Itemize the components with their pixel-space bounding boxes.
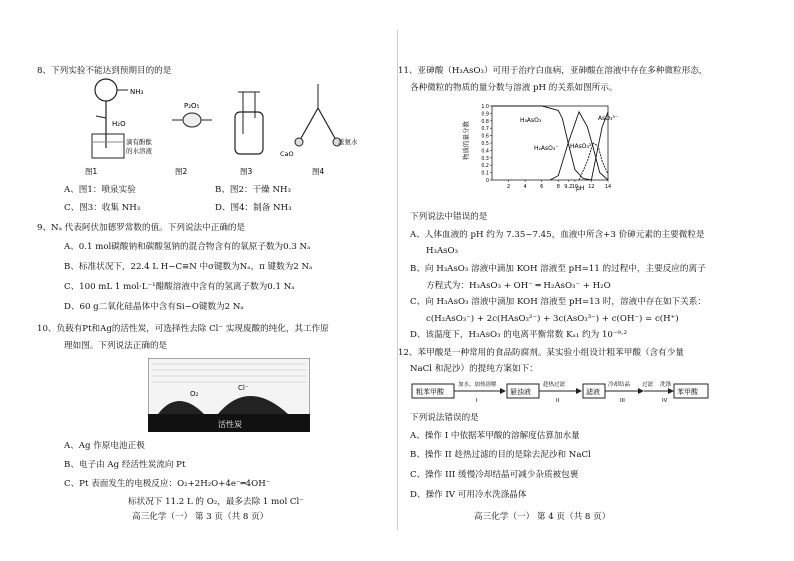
q10-option-a: A、Ag 作原电池正极 <box>64 441 145 451</box>
label-h2o: H₂O <box>112 120 126 128</box>
fountain-apparatus-icon <box>92 79 128 158</box>
caption-fig1: 图1 <box>85 167 98 176</box>
y-tick-label: 0.7 <box>481 127 489 133</box>
footer-page4: 高三化学（一） 第 4 页（共 8 页） <box>474 512 611 522</box>
x-tick-label: 2 <box>506 184 511 190</box>
flow-op3-num: III <box>620 398 625 404</box>
q11-option-d: D、该温度下，H₃AsO₃ 的电离平衡常数 Kₐ₁ 约为 10⁻⁹·² <box>410 330 628 340</box>
x-tick-label: 14 <box>604 184 612 190</box>
label-phenol-2: 的水溶液 <box>126 147 152 155</box>
y-tick-label: 0.8 <box>481 119 489 125</box>
q12-option-b: B、操作 II 趁热过滤的目的是除去泥沙和 NaCl <box>410 450 591 460</box>
flow-op1-label: 加水、加热溶解 <box>458 382 497 388</box>
flow-op4-label2: 洗涤 <box>660 382 672 388</box>
y-tick-label: 0.2 <box>481 164 489 170</box>
q12-option-d: D、操作 IV 可用冷水洗涤晶体 <box>410 490 527 500</box>
flow-op2-num: II <box>556 398 560 404</box>
q12-stem-line2: NaCl 和泥沙）的提纯方案如下： <box>410 364 538 374</box>
series-label-h3aso3: H₃AsO₃ <box>520 117 542 124</box>
label-activated-carbon: 活性炭 <box>218 420 242 429</box>
q11-option-a-cont: H₃AsO₃ <box>426 246 459 256</box>
chart-xlabel: pH <box>576 185 585 192</box>
x-tick-label: 10 <box>571 184 579 190</box>
caption-fig2: 图2 <box>175 167 188 176</box>
q10-option-c: C、Pt 表面发生的电极反应：O₂+2H₂O+4e⁻═4OH⁻ <box>64 479 271 489</box>
flow-op3-label: 冷却结晶 <box>608 382 631 388</box>
x-tick-label: 12 <box>588 184 595 190</box>
gas-bottle-icon <box>235 92 263 154</box>
q11-option-b-cont: 方程式为：H₃AsO₃ + OH⁻ ═ H₂AsO₃⁻ + H₂O <box>426 281 611 291</box>
q11-option-c-cont: c(H₂AsO₃⁻) + 2c(HAsO₃²⁻) + 3c(AsO₃³⁻) + c(OH⁻) = c(H⁺) <box>426 314 679 324</box>
flow-op4-num: IV <box>662 398 668 404</box>
flow-box-suspension: 悬浊液 <box>510 388 531 396</box>
column-divider <box>397 30 398 530</box>
q9-option-a: A、0.1 mol碳酸钠和碳酸氢钠的混合物含有的氧原子数为0.3 Nₐ <box>64 242 311 252</box>
label-cao: CaO <box>280 150 294 158</box>
footer-page3: 高三化学（一） 第 3 页（共 8 页） <box>132 512 269 522</box>
flow-op1-num: I <box>476 398 478 404</box>
q11-stem-line1: 11、亚砷酸（H₃AsO₃）可用于治疗白血病，亚砷酸在溶液中存在多种微粒形态， <box>398 66 708 76</box>
arsenite-distribution-chart <box>458 100 618 192</box>
q8-figures <box>80 78 370 178</box>
q9-stem: 9、Nₐ 代表阿伏加德罗常数的值。下列说法中正确的是 <box>37 223 246 233</box>
q10-stem-line1: 10、负载有Pt和Ag的活性炭，可选择性去除 Cl⁻ 实现废酸的纯化，其工作原 <box>37 324 329 334</box>
q8-stem: 8、下列实验不能达到预期目的的是 <box>37 66 172 76</box>
q8-option-a: A、图1：喷泉实验 <box>64 185 136 195</box>
y-tick-label: 0.6 <box>481 134 489 140</box>
q11-prompt: 下列说法中错误的是 <box>410 212 488 222</box>
q9-option-b: B、标准状况下，22.4 L H−C≡N 中σ键数为Nₐ，π 键数为2 Nₐ <box>64 262 313 272</box>
q11-option-b: B、向 H₃AsO₃ 溶液中滴加 KOH 溶液至 pH=11 的过程中，主要反应的离子 <box>410 264 706 274</box>
y-tick-label: 0.4 <box>481 149 489 155</box>
chart-ylabel: 物质的量分数 <box>462 121 470 160</box>
q11-option-c: C、向 H₃AsO₃ 溶液中滴加 KOH 溶液至 pH=13 时，溶液中存在如下关系： <box>410 297 706 307</box>
q12-option-c: C、操作 III 缓慢冷却结晶可减少杂质被包裹 <box>410 470 579 480</box>
label-nh3-water: 浓氨水 <box>338 138 358 146</box>
q10-option-b: B、电子由 Ag 经活性炭流向 Pt <box>64 460 186 470</box>
label-p2o5: P₂O₅ <box>184 102 200 110</box>
caption-fig3: 图3 <box>240 167 253 176</box>
q12-flowchart <box>410 378 710 408</box>
y-tick-label: 0.5 <box>481 142 489 147</box>
flow-op2-label: 趁热过滤 <box>543 382 566 388</box>
label-cl: Cl⁻ <box>238 384 249 392</box>
series-label-haso3: HAsO₃²⁻ <box>570 143 595 150</box>
q12-option-a: A、操作 I 中依据苯甲酸的溶解度估算加水量 <box>410 431 580 441</box>
flow-op4-label: 过滤 <box>642 382 654 388</box>
y-tick-label: 1.0 <box>481 105 489 110</box>
q9-option-c: C、100 mL 1 mol·L⁻¹醋酸溶液中含有的氢离子数为0.1 Nₐ <box>64 282 295 292</box>
q10-option-d: 标状况下 11.2 L 的 O₂，最多去除 1 mol Cl⁻ <box>128 497 304 507</box>
series-label-aso3: AsO₃³⁻ <box>598 115 618 122</box>
x-tick-label: 8 <box>556 184 560 190</box>
y-tick-label: 0.9 <box>481 112 489 118</box>
x-tick-label: 6 <box>540 184 544 190</box>
q8-option-c: C、图3：收集 NH₃ <box>64 203 141 213</box>
label-phenol-1: 滴有酚酞 <box>126 138 152 146</box>
y-tick-label: 0.1 <box>481 171 489 177</box>
q10-carbon-figure <box>148 358 310 432</box>
drying-tube-icon <box>172 113 212 127</box>
y-tick-label: 0 <box>485 179 489 184</box>
q11-stem-line2: 各种微粒的物质的量分数与溶液 pH 的关系如图所示。 <box>410 83 618 93</box>
q8-option-d: D、图4：制备 NH₃ <box>215 203 292 213</box>
series-label-h2aso3: H₂AsO₃⁻ <box>534 145 559 152</box>
q11-option-a: A、人体血液的 pH 约为 7.35~7.45，血液中所含+3 价砷元素的主要微粒是 <box>410 230 705 240</box>
y-tick-label: 0.3 <box>481 156 489 162</box>
flow-box-product: 苯甲酸 <box>677 388 698 396</box>
q8-option-b: B、图2：干燥 NH₃ <box>215 185 291 195</box>
flow-box-crude: 粗苯甲酸 <box>416 388 444 396</box>
q12-prompt: 下列说法错误的是 <box>410 413 479 423</box>
q9-option-d: D、60 g二氧化硅晶体中含有Si−O键数为2 Nₐ <box>64 302 244 312</box>
x-tick-label: 9.2 <box>564 184 573 190</box>
flow-box-filtrate: 滤液 <box>586 388 600 396</box>
label-nh3: NH₃ <box>130 88 144 96</box>
label-o2: O₂ <box>190 390 199 398</box>
q10-stem-line2: 理如图。下列说法正确的是 <box>64 341 168 351</box>
caption-fig4: 图4 <box>312 167 325 176</box>
q12-stem-line1: 12、苯甲酸是一种常用的食品防腐剂。某实验小组设计粗苯甲酸（含有少量 <box>398 348 684 358</box>
y-tube-icon <box>295 84 341 146</box>
x-tick-label: 4 <box>523 184 527 190</box>
